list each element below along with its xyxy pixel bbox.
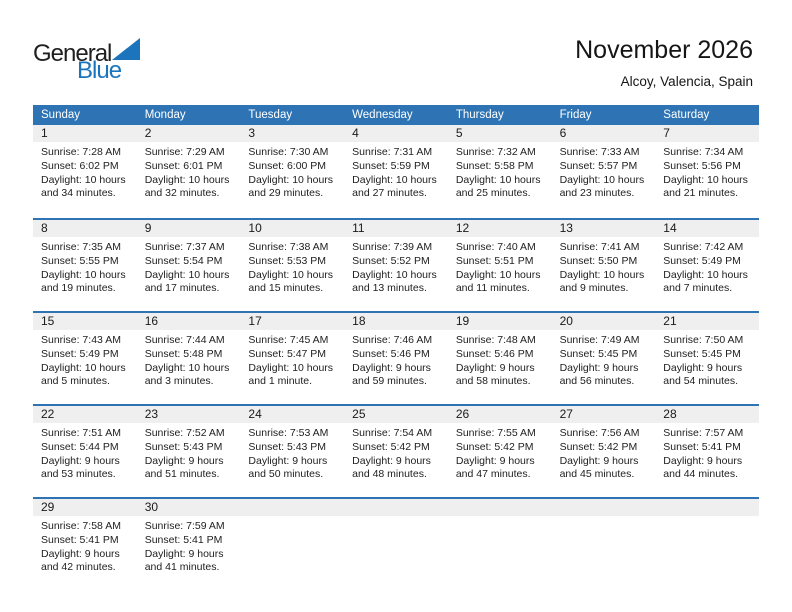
daylight-text-line2: and 51 minutes.	[144, 468, 220, 481]
daylight-text-line2: and 15 minutes.	[248, 282, 324, 295]
daylight-text-line2: and 7 minutes.	[663, 282, 733, 295]
day-details-16	[137, 330, 241, 389]
sunrise-text: Sunrise: 7:31 AM	[352, 146, 433, 158]
sunrise-text: Sunrise: 7:55 AM	[455, 427, 536, 439]
daylight-text-line2: and 47 minutes.	[455, 468, 531, 481]
sunrise-text: Sunrise: 7:46 AM	[352, 334, 433, 346]
daylight-text-line2: and 48 minutes.	[352, 468, 427, 481]
daylight-text-line2: and 1 minute.	[248, 375, 313, 388]
sunrise-text: Sunrise: 7:57 AM	[663, 427, 744, 439]
sunset-text: Sunset: 5:46 PM	[455, 347, 534, 360]
daylight-text-line2: and 27 minutes.	[352, 187, 427, 200]
page-title: November 2026	[575, 36, 753, 64]
day-details-23	[137, 423, 241, 482]
sunset-text: Sunset: 5:41 PM	[144, 533, 223, 546]
daylight-text-line1: Daylight: 9 hours	[41, 454, 120, 467]
day-number-19: 19	[455, 314, 470, 328]
sunset-text: Sunset: 5:50 PM	[559, 254, 638, 267]
week-row-4	[33, 404, 759, 497]
day-details-17	[240, 330, 344, 389]
daylight-text-line1: Daylight: 10 hours	[663, 173, 748, 186]
day-details-26	[448, 423, 552, 482]
day-details-1	[33, 142, 137, 201]
daylight-text-line1: Daylight: 9 hours	[559, 454, 639, 467]
empty-day-number	[448, 499, 552, 516]
daylight-text-line1: Daylight: 10 hours	[144, 173, 230, 186]
empty-day-number	[240, 499, 344, 516]
day-number-13: 13	[559, 221, 573, 235]
sunrise-text: Sunrise: 7:58 AM	[41, 520, 121, 532]
empty-day-number	[344, 499, 448, 516]
day-details-9	[137, 237, 241, 296]
logo-text-general: General	[33, 40, 112, 67]
title-block	[575, 36, 753, 89]
week-row-1	[33, 125, 759, 218]
sunrise-text: Sunrise: 7:59 AM	[144, 520, 225, 532]
day-number-12: 12	[455, 221, 470, 235]
day-details-6	[552, 142, 656, 201]
day-details-12	[448, 237, 552, 296]
day-details-20	[552, 330, 656, 389]
day-number-20: 20	[559, 314, 573, 328]
daylight-text-line1: Daylight: 10 hours	[352, 268, 437, 281]
daylight-text-line2: and 34 minutes.	[41, 187, 116, 200]
weekday-header-row	[33, 105, 759, 125]
day-number-22: 22	[41, 407, 55, 421]
day-number-3: 3	[248, 126, 256, 140]
day-details-5	[448, 142, 552, 201]
week-row-2	[33, 218, 759, 311]
sunrise-text: Sunrise: 7:38 AM	[248, 241, 329, 253]
empty-day-details	[655, 516, 759, 575]
sunset-text: Sunset: 5:58 PM	[455, 159, 534, 172]
daylight-text-line2: and 13 minutes.	[352, 282, 427, 295]
sunset-text: Sunset: 5:43 PM	[144, 440, 223, 453]
day-number-10: 10	[248, 221, 262, 235]
daylight-text-line1: Daylight: 9 hours	[248, 454, 328, 467]
day-details-13	[552, 237, 656, 296]
daylight-text-line2: and 54 minutes.	[663, 375, 738, 388]
sunrise-text: Sunrise: 7:35 AM	[41, 241, 121, 253]
sunset-text: Sunset: 5:51 PM	[455, 254, 534, 267]
day-number-9: 9	[144, 221, 152, 235]
day-details-28	[655, 423, 759, 482]
sunrise-text: Sunrise: 7:52 AM	[144, 427, 225, 439]
weekday-saturday: Saturday	[663, 109, 710, 121]
weekday-sunday: Sunday	[41, 109, 81, 121]
day-number-23: 23	[144, 407, 159, 421]
daylight-text-line2: and 5 minutes.	[41, 375, 110, 388]
daylight-text-line1: Daylight: 9 hours	[41, 547, 120, 560]
day-number-11: 11	[352, 221, 365, 235]
logo-text-blue: Blue	[77, 57, 122, 84]
sunset-text: Sunset: 5:52 PM	[352, 254, 430, 267]
sunset-text: Sunset: 5:41 PM	[41, 533, 119, 546]
day-number-18: 18	[352, 314, 366, 328]
sunrise-text: Sunrise: 7:42 AM	[663, 241, 744, 253]
daylight-text-line2: and 50 minutes.	[248, 468, 324, 481]
sunset-text: Sunset: 5:56 PM	[663, 159, 741, 172]
daylight-text-line1: Daylight: 10 hours	[248, 268, 334, 281]
day-number-24: 24	[248, 407, 262, 421]
sunrise-text: Sunrise: 7:28 AM	[41, 146, 121, 158]
sunset-text: Sunset: 5:42 PM	[455, 440, 534, 453]
day-number-30: 30	[144, 500, 159, 514]
empty-day-number	[655, 499, 759, 516]
daylight-text-line1: Daylight: 10 hours	[559, 173, 645, 186]
sunset-text: Sunset: 5:44 PM	[41, 440, 119, 453]
sunset-text: Sunset: 5:53 PM	[248, 254, 327, 267]
empty-day-details	[344, 516, 448, 575]
sunset-text: Sunset: 5:42 PM	[559, 440, 638, 453]
day-number-14: 14	[663, 221, 677, 235]
daylight-text-line1: Daylight: 10 hours	[41, 268, 126, 281]
daylight-text-line2: and 25 minutes.	[455, 187, 531, 200]
daylight-text-line2: and 56 minutes.	[559, 375, 635, 388]
calendar-weeks	[33, 125, 759, 590]
sunrise-text: Sunrise: 7:41 AM	[559, 241, 640, 253]
sunset-text: Sunset: 5:47 PM	[248, 347, 327, 360]
daylight-text-line1: Daylight: 9 hours	[352, 454, 431, 467]
week-row-3	[33, 311, 759, 404]
sunrise-text: Sunrise: 7:40 AM	[455, 241, 536, 253]
day-details-10	[240, 237, 344, 296]
empty-day-details	[240, 516, 344, 575]
weekday-thursday: Thursday	[455, 109, 504, 121]
daylight-text-line2: and 9 minutes.	[559, 282, 629, 295]
sunrise-text: Sunrise: 7:39 AM	[352, 241, 433, 253]
daylight-text-line1: Daylight: 10 hours	[144, 268, 230, 281]
sunset-text: Sunset: 5:57 PM	[559, 159, 638, 172]
daylight-text-line1: Daylight: 10 hours	[248, 173, 334, 186]
day-number-21: 21	[663, 314, 677, 328]
daylight-text-line2: and 29 minutes.	[248, 187, 324, 200]
sunset-text: Sunset: 6:02 PM	[41, 159, 119, 172]
daylight-text-line2: and 53 minutes.	[41, 468, 116, 481]
sunrise-text: Sunrise: 7:48 AM	[455, 334, 536, 346]
sunrise-text: Sunrise: 7:54 AM	[352, 427, 433, 439]
sunset-text: Sunset: 5:48 PM	[144, 347, 223, 360]
weekday-wednesday: Wednesday	[352, 109, 413, 121]
daylight-text-line2: and 41 minutes.	[144, 561, 220, 574]
daylight-text-line1: Daylight: 9 hours	[455, 454, 535, 467]
general-blue-logo	[33, 38, 140, 83]
daylight-text-line2: and 3 minutes.	[144, 375, 214, 388]
sunset-text: Sunset: 5:45 PM	[663, 347, 741, 360]
sunrise-text: Sunrise: 7:44 AM	[144, 334, 225, 346]
daylight-text-line1: Daylight: 10 hours	[144, 361, 230, 374]
day-number-28: 28	[663, 407, 677, 421]
daylight-text-line1: Daylight: 10 hours	[41, 361, 126, 374]
day-number-2: 2	[144, 126, 152, 140]
day-details-3	[240, 142, 344, 201]
sunrise-text: Sunrise: 7:50 AM	[663, 334, 744, 346]
day-number-5: 5	[455, 126, 463, 140]
day-details-11	[344, 237, 448, 296]
daylight-text-line2: and 11 minutes.	[455, 282, 530, 295]
sunset-text: Sunset: 5:59 PM	[352, 159, 430, 172]
day-number-7: 7	[663, 126, 670, 140]
sunset-text: Sunset: 5:41 PM	[663, 440, 741, 453]
day-number-25: 25	[352, 407, 366, 421]
weekday-tuesday: Tuesday	[248, 109, 293, 121]
day-details-2	[137, 142, 241, 201]
day-details-29	[33, 516, 137, 575]
day-number-27: 27	[559, 407, 573, 421]
day-details-14	[655, 237, 759, 296]
day-number-8: 8	[41, 221, 48, 235]
daylight-text-line2: and 58 minutes.	[455, 375, 531, 388]
daylight-text-line1: Daylight: 10 hours	[455, 268, 541, 281]
sunset-text: Sunset: 5:42 PM	[352, 440, 430, 453]
sunrise-text: Sunrise: 7:29 AM	[144, 146, 225, 158]
day-number-15: 15	[41, 314, 55, 328]
day-number-26: 26	[455, 407, 470, 421]
day-number-6: 6	[559, 126, 567, 140]
day-details-8	[33, 237, 137, 296]
daylight-text-line1: Daylight: 9 hours	[144, 547, 224, 560]
daylight-text-line2: and 21 minutes.	[663, 187, 738, 200]
day-number-16: 16	[144, 314, 159, 328]
sunrise-text: Sunrise: 7:32 AM	[455, 146, 536, 158]
daylight-text-line1: Daylight: 9 hours	[663, 454, 743, 467]
daylight-text-line1: Daylight: 10 hours	[559, 268, 645, 281]
sunrise-text: Sunrise: 7:45 AM	[248, 334, 329, 346]
daylight-text-line1: Daylight: 10 hours	[248, 361, 334, 374]
empty-day-details	[448, 516, 552, 575]
day-details-25	[344, 423, 448, 482]
empty-day-number	[552, 499, 656, 516]
sunrise-text: Sunrise: 7:37 AM	[144, 241, 225, 253]
sunrise-text: Sunrise: 7:49 AM	[559, 334, 640, 346]
day-details-22	[33, 423, 137, 482]
day-details-18	[344, 330, 448, 389]
sunrise-text: Sunrise: 7:33 AM	[559, 146, 640, 158]
daylight-text-line1: Daylight: 10 hours	[455, 173, 541, 186]
sunset-text: Sunset: 5:46 PM	[352, 347, 430, 360]
daylight-text-line2: and 23 minutes.	[559, 187, 635, 200]
daylight-text-line2: and 45 minutes.	[559, 468, 635, 481]
calendar-table	[33, 105, 759, 590]
sunset-text: Sunset: 5:45 PM	[559, 347, 638, 360]
day-details-4	[344, 142, 448, 201]
day-details-19	[448, 330, 552, 389]
daylight-text-line2: and 42 minutes.	[41, 561, 116, 574]
sunrise-text: Sunrise: 7:56 AM	[559, 427, 640, 439]
day-number-17: 17	[248, 314, 262, 328]
day-details-21	[655, 330, 759, 389]
day-details-24	[240, 423, 344, 482]
weekday-friday: Friday	[559, 109, 592, 121]
daylight-text-line1: Daylight: 9 hours	[144, 454, 224, 467]
location-subtitle: Alcoy, Valencia, Spain	[620, 73, 753, 89]
daylight-text-line1: Daylight: 9 hours	[559, 361, 639, 374]
day-number-1: 1	[41, 126, 48, 140]
daylight-text-line2: and 44 minutes.	[663, 468, 738, 481]
daylight-text-line1: Daylight: 9 hours	[352, 361, 431, 374]
sunset-text: Sunset: 6:00 PM	[248, 159, 327, 172]
empty-day-details	[552, 516, 656, 575]
sunrise-text: Sunrise: 7:30 AM	[248, 146, 329, 158]
week-row-5	[33, 497, 759, 590]
day-number-29: 29	[41, 500, 55, 514]
daylight-text-line1: Daylight: 10 hours	[41, 173, 126, 186]
daylight-text-line2: and 59 minutes.	[352, 375, 427, 388]
sunset-text: Sunset: 5:55 PM	[41, 254, 119, 267]
daylight-text-line1: Daylight: 9 hours	[663, 361, 743, 374]
day-details-15	[33, 330, 137, 389]
day-details-7	[655, 142, 759, 201]
sunrise-text: Sunrise: 7:34 AM	[663, 146, 744, 158]
daylight-text-line1: Daylight: 10 hours	[663, 268, 748, 281]
sunset-text: Sunset: 5:49 PM	[663, 254, 741, 267]
sunset-text: Sunset: 5:49 PM	[41, 347, 119, 360]
sunset-text: Sunset: 5:43 PM	[248, 440, 327, 453]
sunrise-text: Sunrise: 7:43 AM	[41, 334, 121, 346]
sunset-text: Sunset: 5:54 PM	[144, 254, 223, 267]
sunrise-text: Sunrise: 7:51 AM	[41, 427, 121, 439]
weekday-monday: Monday	[144, 109, 186, 121]
day-number-4: 4	[352, 126, 359, 140]
daylight-text-line2: and 32 minutes.	[144, 187, 220, 200]
sunrise-text: Sunrise: 7:53 AM	[248, 427, 329, 439]
day-details-30	[137, 516, 241, 575]
day-details-27	[552, 423, 656, 482]
sunset-text: Sunset: 6:01 PM	[144, 159, 223, 172]
daylight-text-line2: and 19 minutes.	[41, 282, 116, 295]
daylight-text-line1: Daylight: 10 hours	[352, 173, 437, 186]
daylight-text-line1: Daylight: 9 hours	[455, 361, 535, 374]
daylight-text-line2: and 17 minutes.	[144, 282, 220, 295]
